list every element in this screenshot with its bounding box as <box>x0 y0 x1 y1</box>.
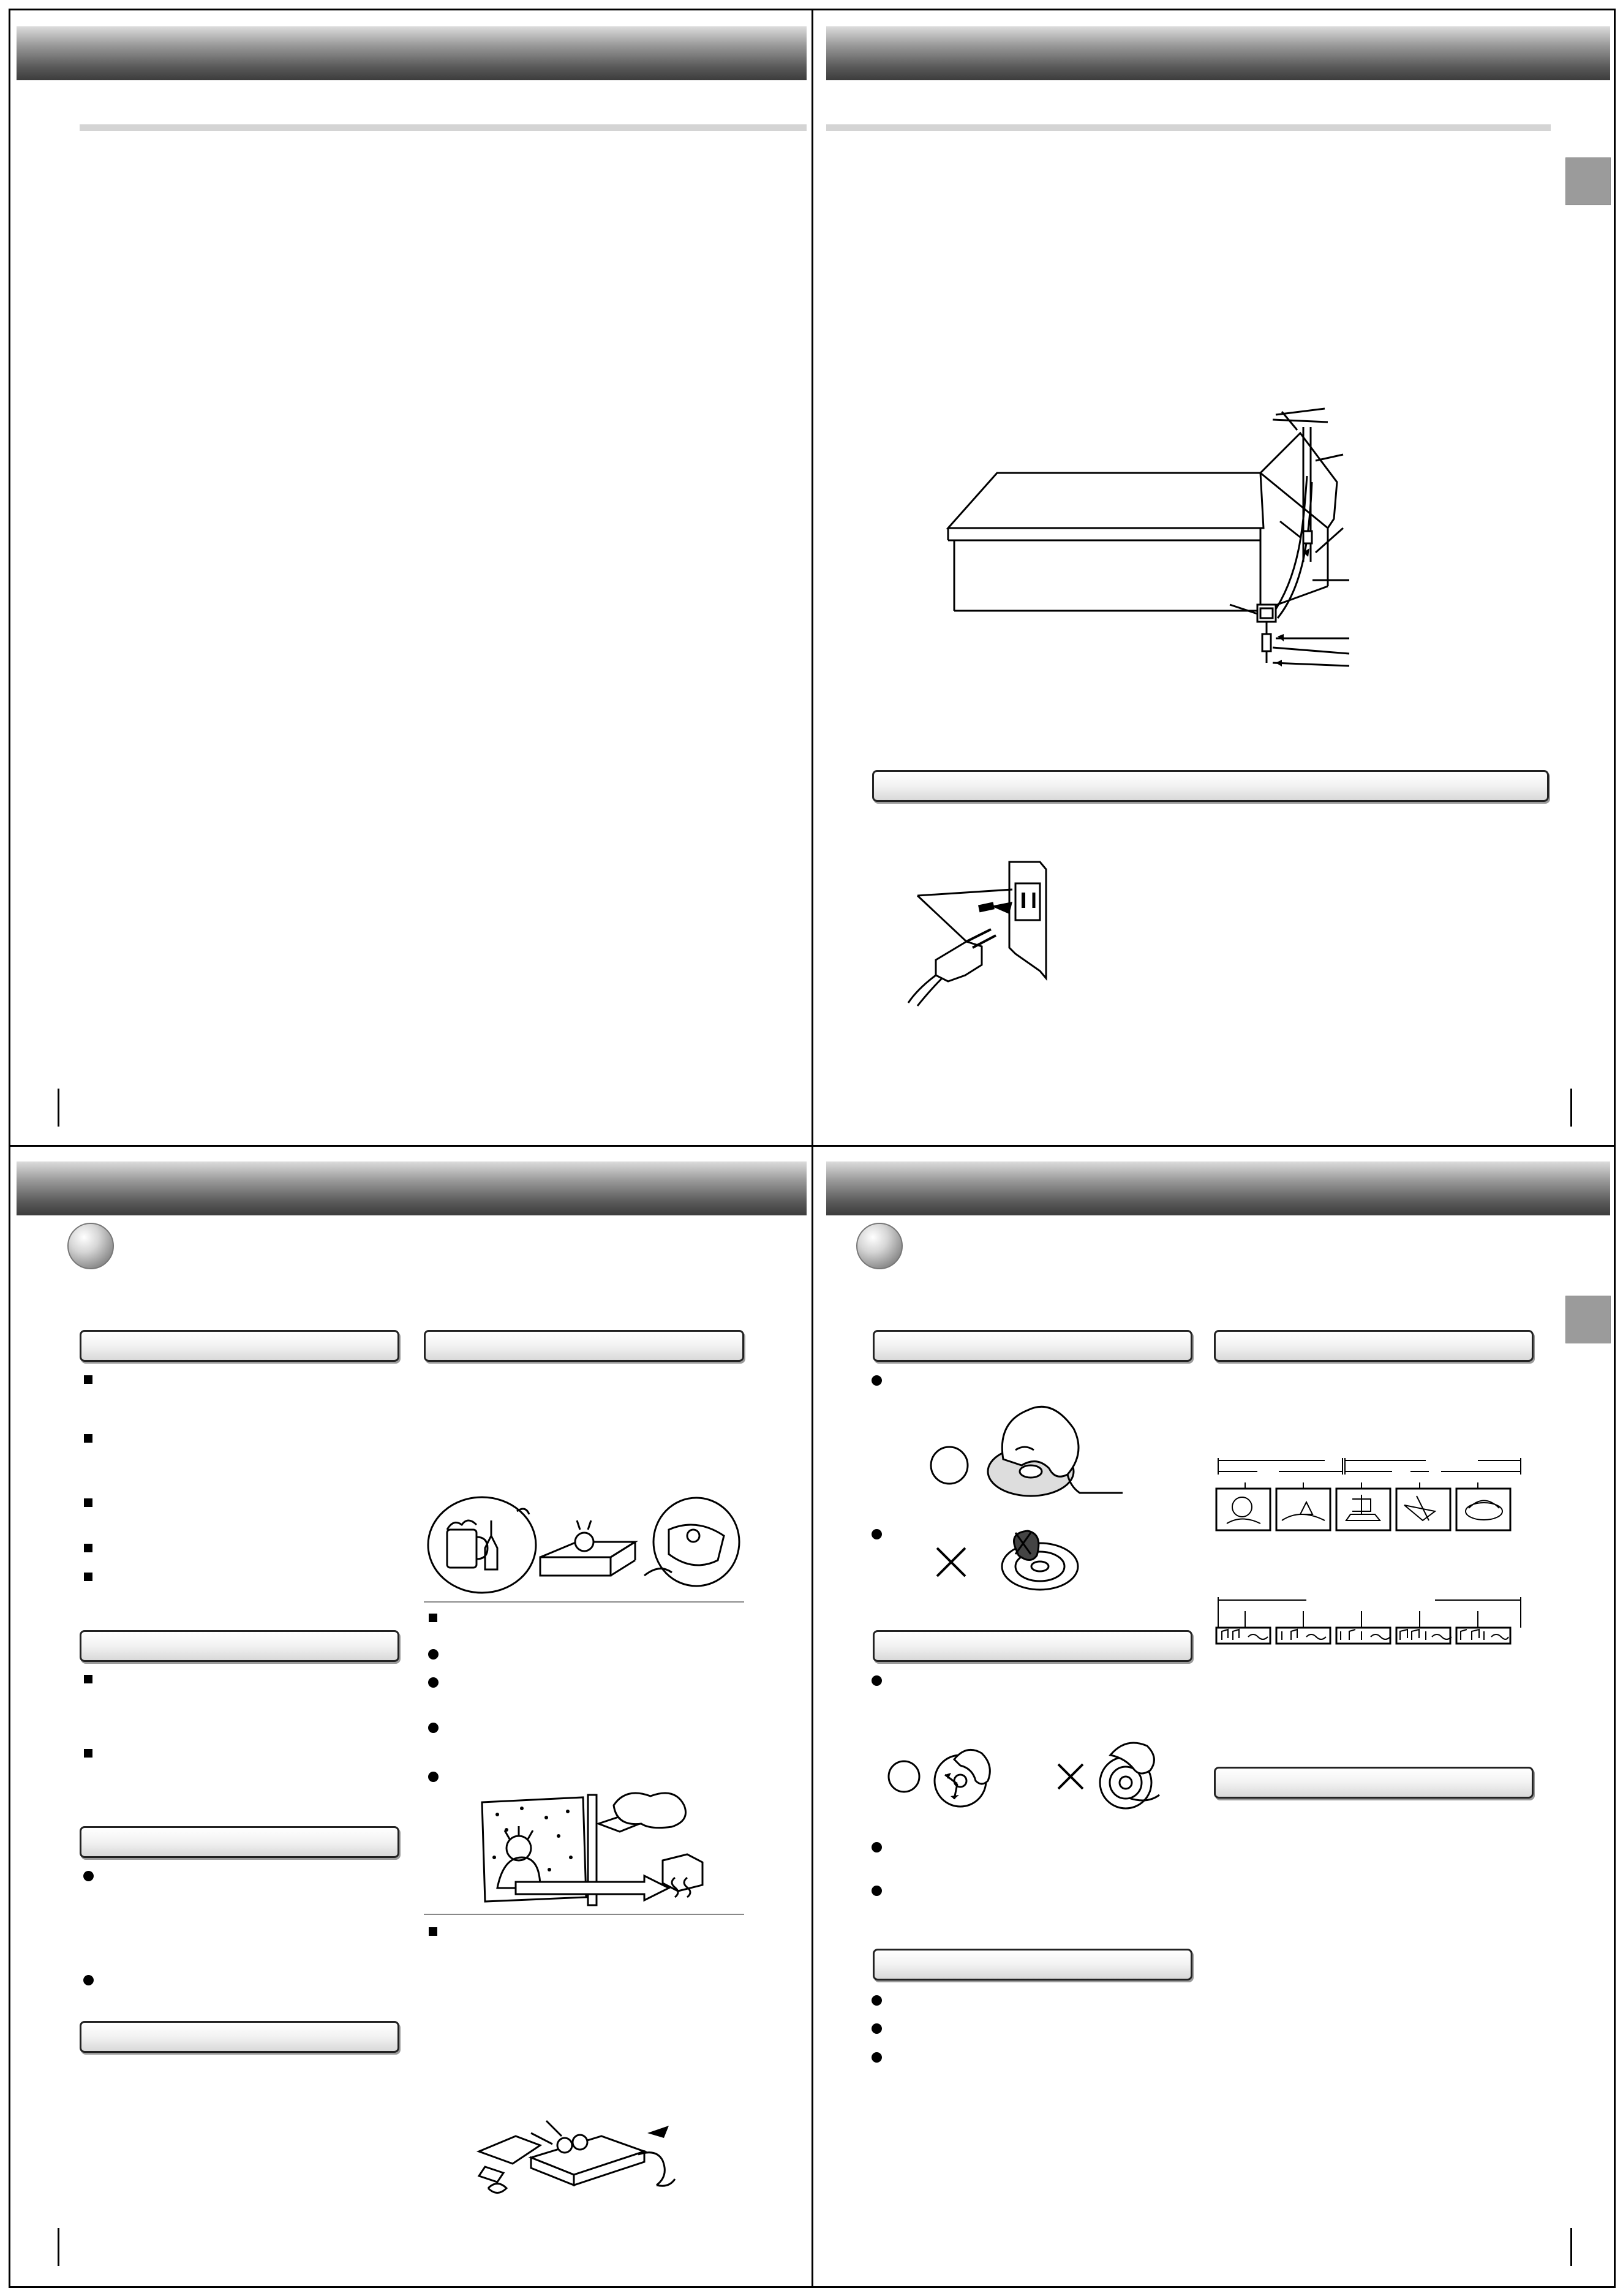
page-number-mark <box>58 1089 59 1127</box>
page-number-mark <box>1570 2228 1572 2266</box>
divider-line <box>424 1601 744 1603</box>
page-header-bar <box>826 1161 1610 1215</box>
page-number-mark <box>58 2228 59 2266</box>
bullet-dot-icon <box>428 1723 439 1733</box>
bullet-dot-icon <box>428 1772 439 1782</box>
cold-to-warm-room-illustration-icon <box>473 1790 718 1906</box>
bullet-square-icon <box>84 1498 92 1507</box>
bullet-square-icon <box>84 1544 92 1552</box>
page-number-mark <box>1570 1089 1572 1127</box>
section-heading-box <box>873 1949 1192 1981</box>
divider-line <box>424 1914 744 1915</box>
disc-handling-ok-icon <box>924 1395 1126 1511</box>
bullet-square-icon <box>429 1614 437 1622</box>
side-tab <box>1565 1296 1611 1343</box>
bullet-dot-icon <box>872 1886 882 1896</box>
track-diagram-icon <box>1214 1594 1524 1646</box>
unplug-illustration-icon <box>473 2109 693 2200</box>
bullet-square-icon <box>84 1573 92 1581</box>
bullet-square-icon <box>84 1434 92 1443</box>
section-heading-box <box>872 770 1549 802</box>
bullet-dot-icon <box>83 1871 94 1881</box>
antenna-grounding-house-diagram-icon <box>942 402 1371 684</box>
bullet-dot-icon <box>872 2052 882 2063</box>
bullet-dot-icon <box>428 1677 439 1688</box>
section-rule <box>826 124 1551 131</box>
section-rule <box>80 124 807 131</box>
section-heading-box <box>1214 1330 1534 1362</box>
bullet-square-icon <box>84 1675 92 1683</box>
section-heading-box <box>1214 1767 1534 1799</box>
section-heading-box <box>424 1330 744 1362</box>
page-header-bar <box>826 26 1610 80</box>
page-bottom-left <box>9 1145 813 2288</box>
page-bottom-right <box>812 1145 1616 2288</box>
section-heading-box <box>80 1826 399 1858</box>
bullet-dot-icon <box>872 2023 882 2034</box>
title-chapter-diagram-icon <box>1214 1453 1524 1533</box>
bullet-square-icon <box>429 1927 437 1936</box>
section-heading-box <box>80 1330 399 1362</box>
bullet-dot-icon <box>872 1375 882 1386</box>
bullet-dot-icon <box>872 1995 882 2006</box>
polarized-plug-outlet-icon <box>899 856 1107 1009</box>
bullet-dot-icon <box>872 1675 882 1686</box>
disc-handling-ng-icon <box>924 1530 1089 1594</box>
section-heading-box <box>80 2021 399 2053</box>
bullet-dot-icon <box>83 1975 94 1985</box>
bullet-dot-icon <box>428 1649 439 1660</box>
page-header-bar <box>17 26 807 80</box>
page-top-right <box>812 9 1616 1147</box>
section-circle-icon <box>67 1223 114 1269</box>
side-tab <box>1565 157 1611 205</box>
page-top-left <box>9 9 813 1147</box>
section-heading-box <box>80 1630 399 1662</box>
disc-cleaning-ok-icon <box>887 1741 1003 1815</box>
bullet-dot-icon <box>872 1842 882 1852</box>
bullet-square-icon <box>84 1749 92 1758</box>
section-heading-box <box>873 1330 1192 1362</box>
disc-cleaning-ng-icon <box>1052 1740 1169 1816</box>
section-heading-box <box>873 1630 1192 1662</box>
bullet-square-icon <box>84 1375 92 1384</box>
section-circle-icon <box>856 1223 903 1269</box>
bullet-dot-icon <box>872 1529 882 1539</box>
page-header-bar <box>17 1161 807 1215</box>
condensation-illustration-icon <box>424 1493 742 1597</box>
